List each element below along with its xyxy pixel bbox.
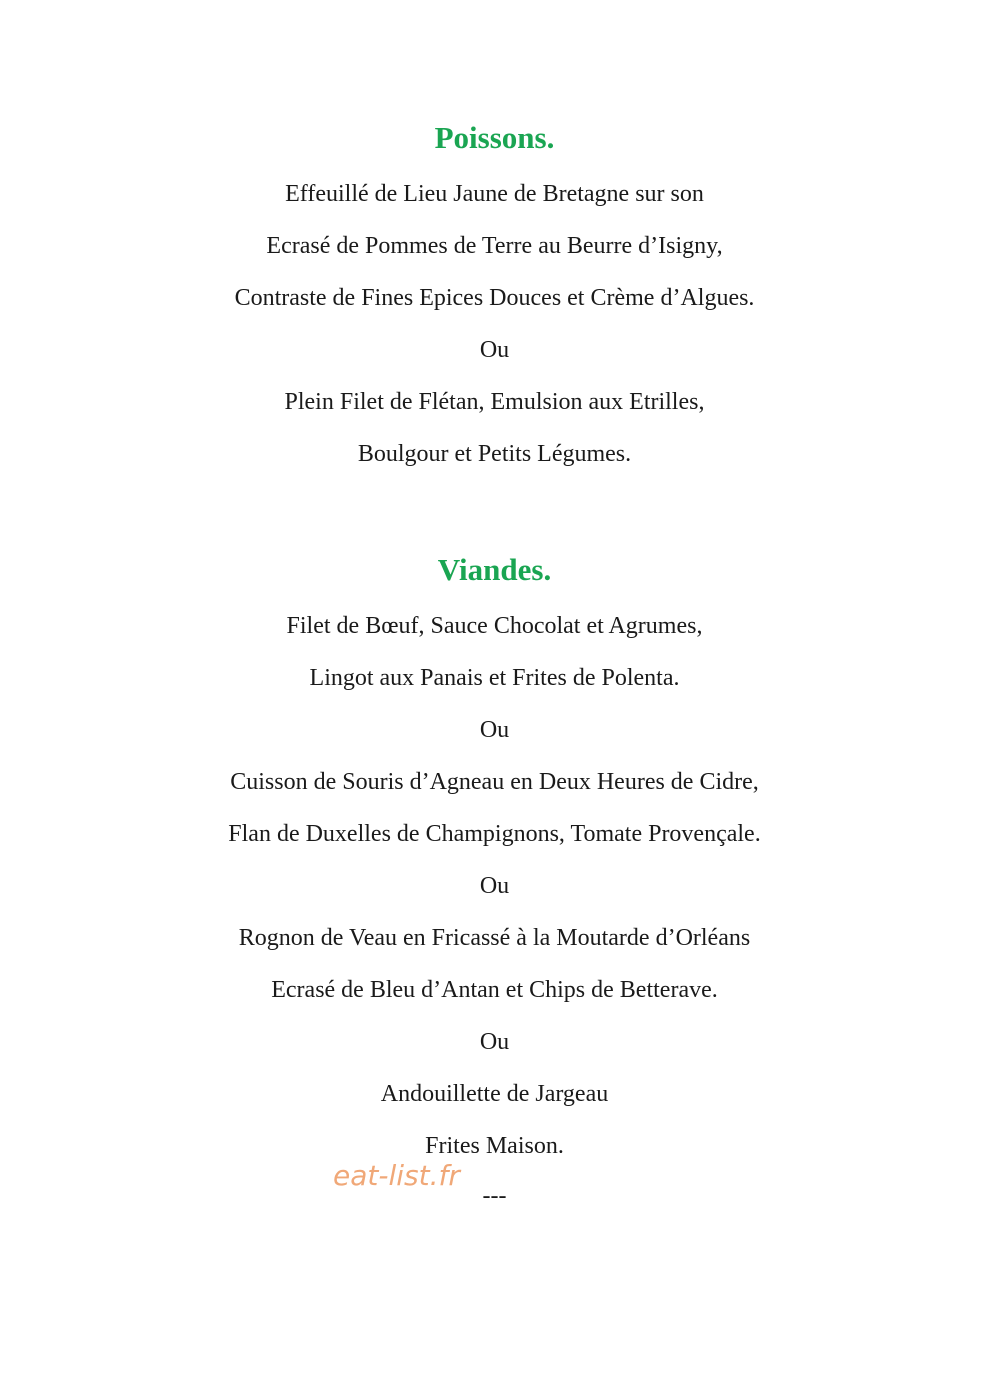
poissons-line-6: Boulgour et Petits Légumes. — [357, 441, 632, 467]
viandes-line-10: Andouillette de Jargeau — [380, 1081, 609, 1107]
poissons-line-5: Plein Filet de Flétan, Emulsion aux Etrilles, — [284, 389, 705, 415]
section-title-poissons: Poissons. — [434, 120, 555, 155]
poissons-line-1: Effeuillé de Lieu Jaune de Bretagne sur son — [285, 181, 704, 207]
viandes-line-11: Frites Maison. — [425, 1133, 564, 1159]
end-mark: --- — [482, 1183, 507, 1209]
viandes-line-7: Rognon de Veau en Fricassé à la Moutarde d’Orléans — [238, 925, 751, 951]
viandes-line-1: Filet de Bœuf, Sauce Chocolat et Agrumes, — [286, 613, 703, 639]
poissons-separator-ou: Ou — [479, 337, 510, 363]
viandes-separator-ou-1: Ou — [479, 717, 510, 743]
viandes-separator-ou-3: Ou — [479, 1029, 510, 1055]
viandes-line-8: Ecrasé de Bleu d’Antan et Chips de Betterave. — [271, 977, 718, 1003]
viandes-line-4: Cuisson de Souris d’Agneau en Deux Heures de Cidre, — [230, 769, 759, 795]
section-title-viandes: Viandes. — [437, 552, 552, 587]
viandes-line-5: Flan de Duxelles de Champignons, Tomate Provençale. — [228, 821, 761, 847]
poissons-line-3: Contraste de Fines Epices Douces et Crème d’Algues. — [234, 285, 755, 311]
viandes-separator-ou-2: Ou — [479, 873, 510, 899]
poissons-line-2: Ecrasé de Pommes de Terre au Beurre d’Isigny, — [266, 233, 723, 259]
watermark-logo: eat-list.fr — [333, 1159, 460, 1192]
viandes-line-2: Lingot aux Panais et Frites de Polenta. — [309, 665, 680, 691]
